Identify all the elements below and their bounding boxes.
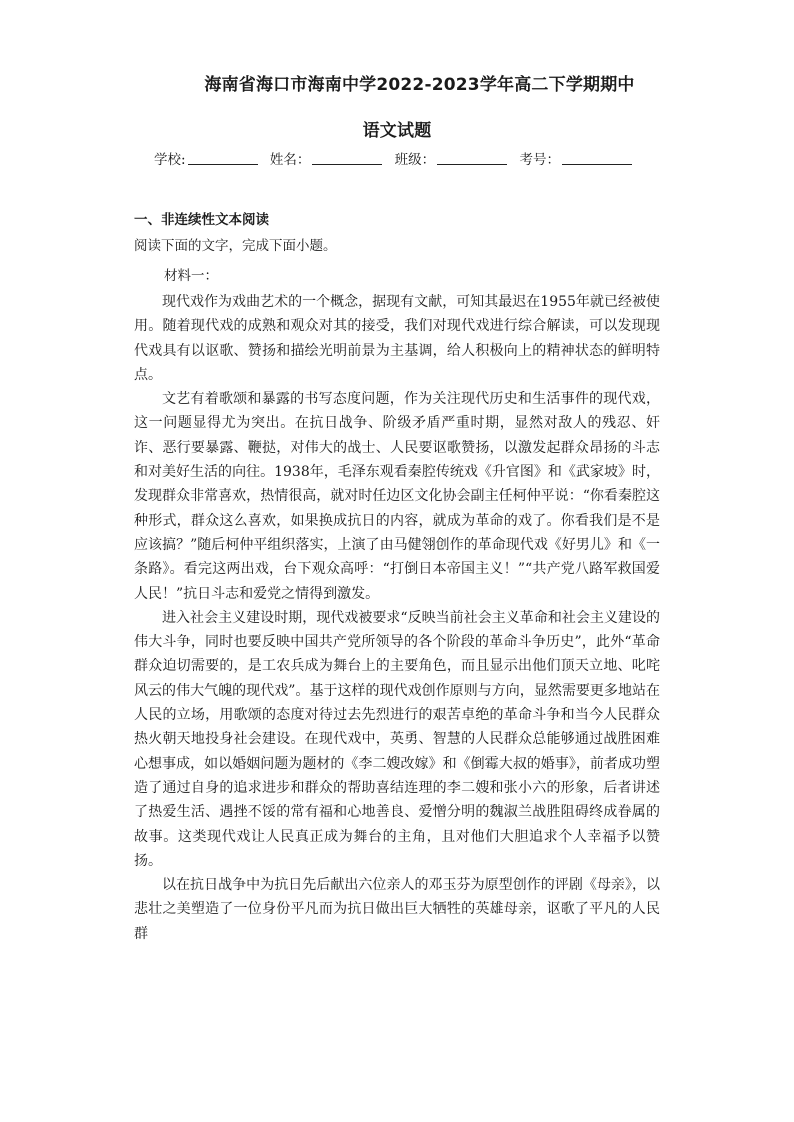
class-label: 班级： xyxy=(394,152,436,168)
name-blank xyxy=(312,152,382,165)
class-blank xyxy=(437,152,507,165)
paragraph: 现代戏作为戏曲艺术的一个概念，据现有文献，可知其最迟在1955年就已经被使用。随着现代戏的成熟和观众对其的接受，我们对现代戏进行综合解读，可以发现现代戏具有以讴歌、赞扬和描绘光明前景为主基调，给人积极向上的精神状态的鲜明特点。 xyxy=(134,294,660,383)
exam-title: 海南省海口市海南中学2022-2023学年高二下学期期中 xyxy=(204,75,635,95)
paragraph: 文艺有着歌颂和暴露的书写态度问题，作为关注现代历史和生活事件的现代戏，这一问题显得尤为突出。在抗日战争、阶级矛盾严重时期，显然对敌人的残忍、奸诈、恶行要暴露、鞭挞，对伟大的战士、人民要讴歌赞扬，以激发起群众昂扬的斗志和对美好生活的向往。1938年，毛泽东观看秦腔传统戏《升官图》和《武家坡》时，发现群众非常喜欢，热情很高，就对时任边区文化协会副主任柯仲平说：“你看秦腔这种形式，群众这么喜欢，如果换成抗日的内容，就成为革命的戏了。你看我们是不是应该搞？”随后柯仲平组织落实，上演了由马健翎创作的革命现代戏《好男儿》和《一条路》。看完这两出戏，台下观众高呼：“打倒日本帝国主义！”“共产党八路军救国爱人民！”抗日斗志和爱党之情得到激发。 xyxy=(134,391,660,602)
reading-passage xyxy=(134,290,660,946)
student-info-line xyxy=(0,148,794,168)
exam-subject-title: 语文试题 xyxy=(362,121,432,141)
material-label: 材料一： xyxy=(164,268,218,284)
name-label: 姓名： xyxy=(269,152,311,168)
school-label: 学校: xyxy=(154,152,186,168)
id-label: 考号： xyxy=(519,152,560,168)
section-instruction: 阅读下面的文字，完成下面小题。 xyxy=(134,238,337,254)
school-blank xyxy=(188,152,258,165)
section-heading: 一、非连续性文本阅读 xyxy=(134,212,269,228)
id-blank xyxy=(562,152,632,165)
paragraph: 进入社会主义建设时期，现代戏被要求“反映当前社会主义革命和社会主义建设的伟大斗争，同时也要反映中国共产党所领导的各个阶段的革命斗争历史”，此外“革命群众迫切需要的，是工农兵成为舞台上的主要角色，而且显示出他们顶天立地、叱咤风云的伟大气魄的现代戏”。基于这样的现代戏创作原则与方向，显然需要更多地站在人民的立场，用歌颂的态度对待过去先烈进行的艰苦卓绝的革命斗争和当今人民群众热火朝天地投身社会建设。在现代戏中，英勇、智慧的人民群众总能够通过战胜困难心想事成，如以婚姻问题为题材的《李二嫂改嫁》和《倒霉大叔的婚事》，前者成功塑造了通过自身的追求进步和群众的帮助喜结连理的李二嫂和张小六的形象，后者讲述了热爱生活、遇挫不馁的常有福和心地善良、爱憎分明的魏淑兰战胜阻碍终成眷属的故事。这类现代戏让人民真正成为舞台的主角，且对他们大胆追求个人幸福予以赞扬。 xyxy=(134,609,660,869)
paragraph: 以在抗日战争中为抗日先后献出六位亲人的邓玉芬为原型创作的评剧《母亲》，以悲壮之美塑造了一位身份平凡而为抗日做出巨大牺牲的英雄母亲，讴歌了平凡的人民群 xyxy=(134,877,660,942)
